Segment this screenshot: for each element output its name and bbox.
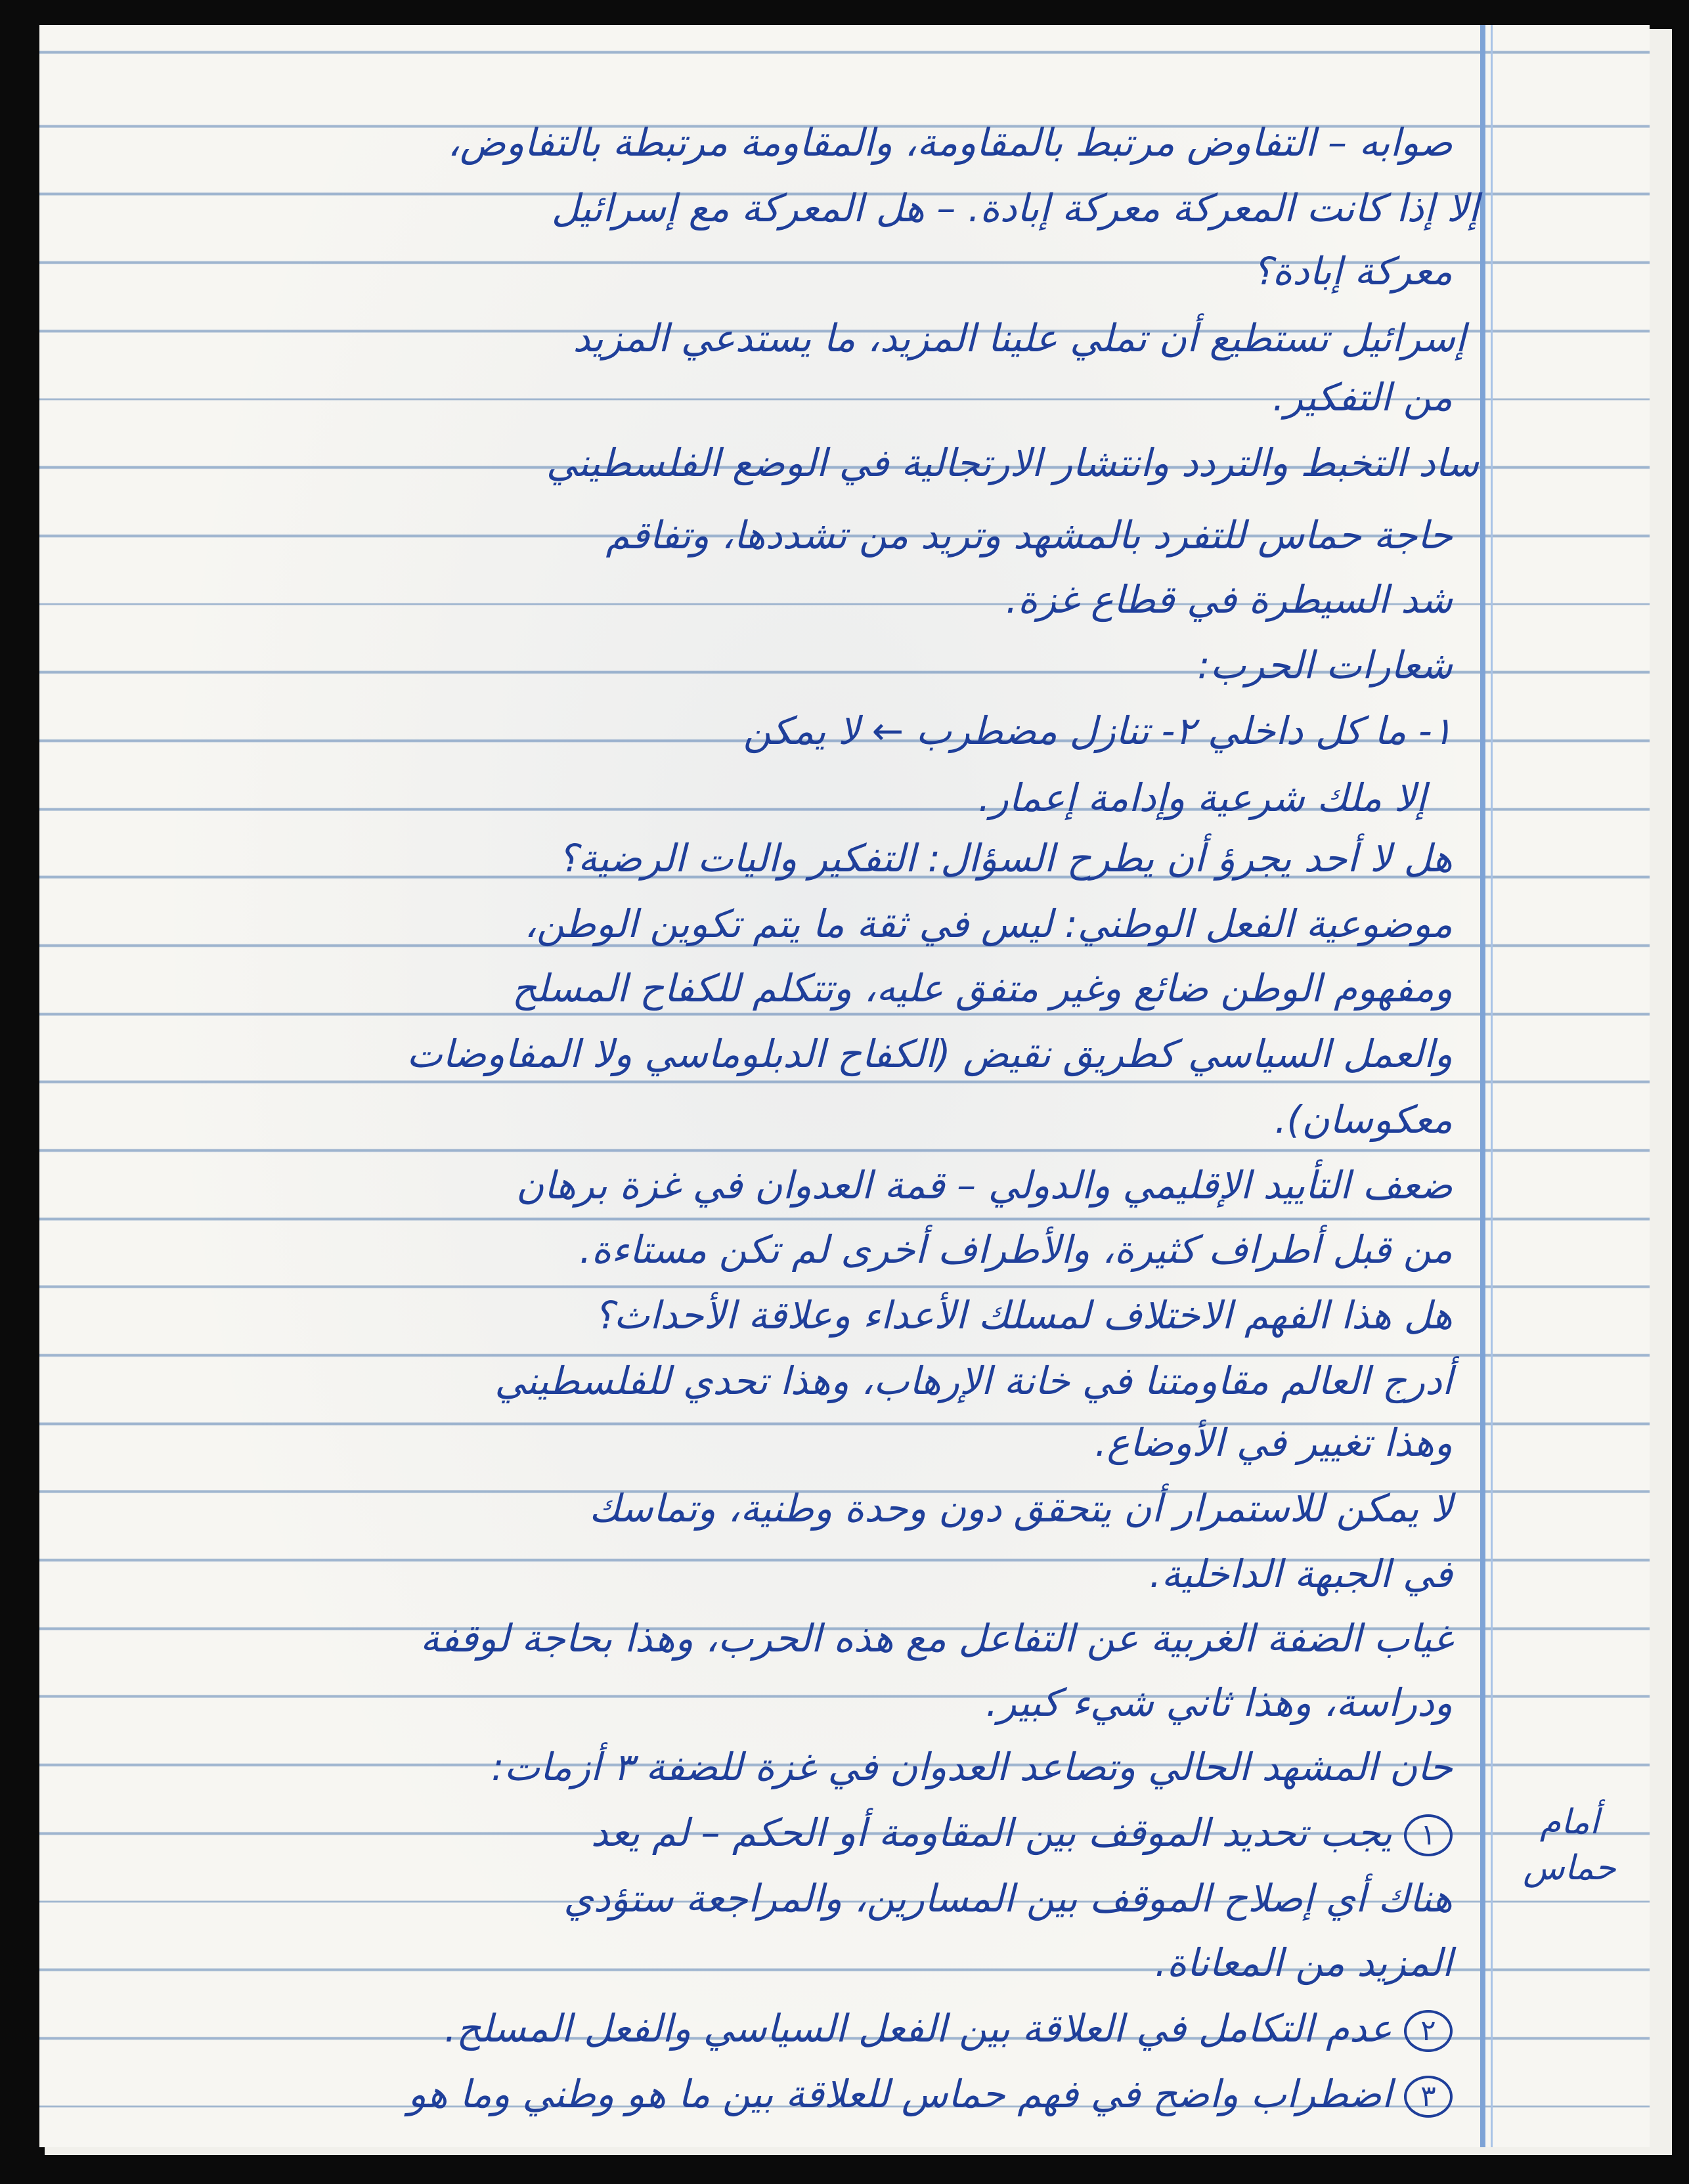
handwritten-line-5: من التفكير. — [1272, 375, 1453, 420]
handwritten-line-13: موضوعية الفعل الوطني: ليس في ثقة ما يتم تكوين الوطن، — [524, 902, 1453, 946]
handwritten-line-19: هل هذا الفهم الاختلاف لمسلك الأعداء وعلاقة الأحداث؟ — [593, 1293, 1453, 1338]
handwritten-line-7: حاجة حماس للتفرد بالمشهد وتريد من تشددها، وتفاقم — [605, 513, 1453, 557]
handwritten-line-10: ١- ما كل داخلي ٢- تنازل مضطرب ← لا يمكن — [743, 709, 1453, 753]
numbered-point-1 — [591, 1803, 1453, 1862]
handwritten-line-9: شعارات الحرب: — [1197, 643, 1453, 688]
handwritten-line-3: معركة إبادة؟ — [1252, 249, 1453, 294]
circled-number-2: ٢ — [1404, 2010, 1453, 2052]
margin-rule-secondary — [1491, 25, 1493, 2147]
numbered-point-1-text: يجب تحديد الموقف بين المقاومة أو الحكم – لم يعد — [590, 1810, 1392, 1855]
handwritten-line-11: إلا ملك شرعية وإدامة إعمار. — [978, 775, 1426, 820]
handwritten-line-4: إسرائيل تستطيع أن تملي علينا المزيد، ما يستدعي المزيد — [573, 316, 1466, 360]
handwritten-line-6: ساد التخبط والتردد وانتشار الارتجالية في الوضع الفلسطيني — [546, 441, 1479, 485]
numbered-point-3 — [408, 2064, 1453, 2124]
handwritten-line-29: المزيد من المعاناة. — [1154, 1940, 1453, 1985]
numbered-point-2 — [445, 1999, 1453, 2058]
handwritten-line-28: هناك أي إصلاح الموقف بين المسارين، والمراجعة ستؤدي — [563, 1876, 1453, 1921]
handwritten-line-18: من قبل أطراف كثيرة، والأطراف أخرى لم تكن مستاءة. — [579, 1227, 1453, 1272]
handwritten-line-25: ودراسة، وهذا ثاني شيء كبير. — [986, 1680, 1453, 1725]
handwritten-line-2: إلا إذا كانت المعركة معركة إبادة. – هل المعركة مع إسرائيل — [551, 186, 1479, 230]
handwritten-line-26: حان المشهد الحالي وتصاعد العدوان في غزة للضفة ٣ أزمات: — [491, 1745, 1453, 1789]
handwritten-line-23: في الجبهة الداخلية. — [1149, 1552, 1453, 1596]
margin-rule — [1480, 25, 1485, 2147]
numbered-point-2-text: عدم التكامل في العلاقة بين الفعل السياسي والفعل المسلح. — [444, 2006, 1392, 2051]
numbered-point-3-text: اضطراب واضح في فهم حماس للعلاقة بين ما هو وطني وما هو — [408, 2072, 1392, 2116]
handwritten-line-1: صوابه – التفاوض مرتبط بالمقاومة، والمقاومة مرتبطة بالتفاوض، — [447, 120, 1453, 165]
handwritten-line-17: ضعف التأييد الإقليمي والدولي – قمة العدوان في غزة برهان — [515, 1163, 1453, 1208]
handwritten-line-15: والعمل السياسي كطريق نقيض (الكفاح الدبلوماسي ولا المفاوضات — [406, 1032, 1453, 1076]
handwritten-line-22: لا يمكن للاستمرار أن يتحقق دون وحدة وطنية، وتماسك — [589, 1486, 1453, 1531]
handwritten-line-8: شد السيطرة في قطاع غزة. — [1005, 577, 1453, 622]
margin-note — [1504, 1799, 1635, 1891]
handwritten-line-12: هل لا أحد يجرؤ أن يطرح السؤال: التفكير واليات الرضية؟ — [558, 836, 1453, 881]
circled-number-3: ٣ — [1404, 2076, 1453, 2118]
margin-note-line-1: أمام — [1539, 1802, 1600, 1842]
circled-number-1: ١ — [1404, 1814, 1453, 1856]
handwritten-line-16: معكوسان). — [1275, 1097, 1453, 1142]
handwritten-line-20: أدرج العالم مقاومتنا في خانة الإرهاب، وهذا تحدي للفلسطيني — [494, 1359, 1453, 1403]
handwritten-line-14: ومفهوم الوطن ضائع وغير متفق عليه، وتتكلم للكفاح المسلح — [512, 966, 1453, 1011]
handwritten-line-21: وهذا تغيير في الأوضاع. — [1095, 1420, 1453, 1465]
handwritten-line-24: غياب الضفة الغربية عن التفاعل مع هذه الحرب، وهذا بحاجة لوقفة — [420, 1616, 1453, 1661]
margin-note-line-2: حماس — [1523, 1848, 1616, 1888]
